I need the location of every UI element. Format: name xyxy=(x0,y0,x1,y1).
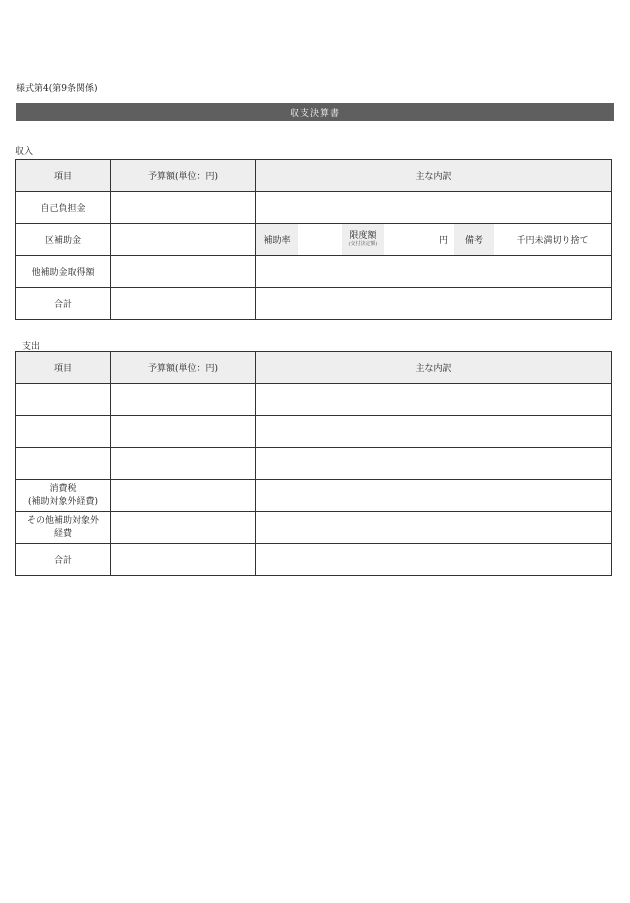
income-table xyxy=(15,159,612,320)
income-item-ward-subsidy: 区補助金 xyxy=(16,224,111,256)
income-detail-cell[interactable] xyxy=(256,192,612,224)
expense-detail-cell[interactable] xyxy=(256,480,612,512)
table-row xyxy=(16,448,612,480)
expense-item-consumption-tax xyxy=(16,480,111,512)
subsidy-detail-cell xyxy=(256,224,612,256)
expense-table xyxy=(15,351,612,576)
limit-amount-sublabel: (交付決定額) xyxy=(348,240,378,247)
expense-header-detail: 主な内訳 xyxy=(256,352,612,384)
income-header-row xyxy=(16,160,612,192)
income-amount-cell[interactable] xyxy=(111,224,256,256)
expense-item-cell[interactable] xyxy=(16,448,111,480)
note-value: 千円未満切り捨て xyxy=(516,236,589,246)
table-row xyxy=(16,384,612,416)
expense-item-cell[interactable] xyxy=(16,416,111,448)
expense-detail-cell[interactable] xyxy=(256,416,612,448)
income-section-label: 収入 xyxy=(15,147,34,157)
income-header-detail: 主な内訳 xyxy=(256,160,612,192)
expense-item-line2: (補助対象外経費) xyxy=(27,496,99,507)
table-row xyxy=(16,256,612,288)
note-label: 備考 xyxy=(454,224,494,255)
document-title-text: 収支決算書 xyxy=(289,108,340,119)
expense-item-line1: その他補助対象外 xyxy=(26,516,99,527)
expense-detail-cell[interactable] xyxy=(256,544,612,576)
expense-amount-cell[interactable] xyxy=(111,544,256,576)
income-amount-cell[interactable] xyxy=(111,256,256,288)
income-item-other-subsidy: 他補助金取得額 xyxy=(16,256,111,288)
limit-amount-unit[interactable]: 円 xyxy=(438,236,448,246)
expense-amount-cell[interactable] xyxy=(111,384,256,416)
table-row xyxy=(16,544,612,576)
document-title xyxy=(16,103,614,121)
expense-header-row xyxy=(16,352,612,384)
income-amount-cell[interactable] xyxy=(111,288,256,320)
limit-amount-label xyxy=(342,224,384,255)
expense-item-total: 合計 xyxy=(16,544,111,576)
expense-amount-cell[interactable] xyxy=(111,416,256,448)
form-number: 様式第4(第9条関係) xyxy=(16,84,98,94)
income-header-item: 項目 xyxy=(16,160,111,192)
income-amount-cell[interactable] xyxy=(111,192,256,224)
table-row xyxy=(16,416,612,448)
expense-detail-cell[interactable] xyxy=(256,448,612,480)
subsidy-rate-label: 補助率 xyxy=(256,224,298,255)
income-item-self-funding: 自己負担金 xyxy=(16,192,111,224)
expense-amount-cell[interactable] xyxy=(111,448,256,480)
expense-header-item: 項目 xyxy=(16,352,111,384)
expense-amount-cell[interactable] xyxy=(111,512,256,544)
expense-detail-cell[interactable] xyxy=(256,512,612,544)
table-row xyxy=(16,192,612,224)
income-detail-cell[interactable] xyxy=(256,288,612,320)
expense-item-line1: 消費税 xyxy=(49,484,77,495)
expense-item-line2: 経費 xyxy=(53,528,72,539)
table-row xyxy=(16,512,612,544)
income-header-amount: 予算額(単位：円) xyxy=(111,160,256,192)
income-detail-cell[interactable] xyxy=(256,256,612,288)
expense-item-other-non-eligible xyxy=(16,512,111,544)
table-row xyxy=(16,288,612,320)
expense-header-amount: 予算額(単位：円) xyxy=(111,352,256,384)
table-row xyxy=(16,480,612,512)
limit-amount-label-text: 限度額 xyxy=(349,230,377,241)
expense-item-cell[interactable] xyxy=(16,384,111,416)
expense-detail-cell[interactable] xyxy=(256,384,612,416)
income-item-total: 合計 xyxy=(16,288,111,320)
table-row xyxy=(16,224,612,256)
expense-section-label: 支出 xyxy=(22,342,41,352)
expense-amount-cell[interactable] xyxy=(111,480,256,512)
